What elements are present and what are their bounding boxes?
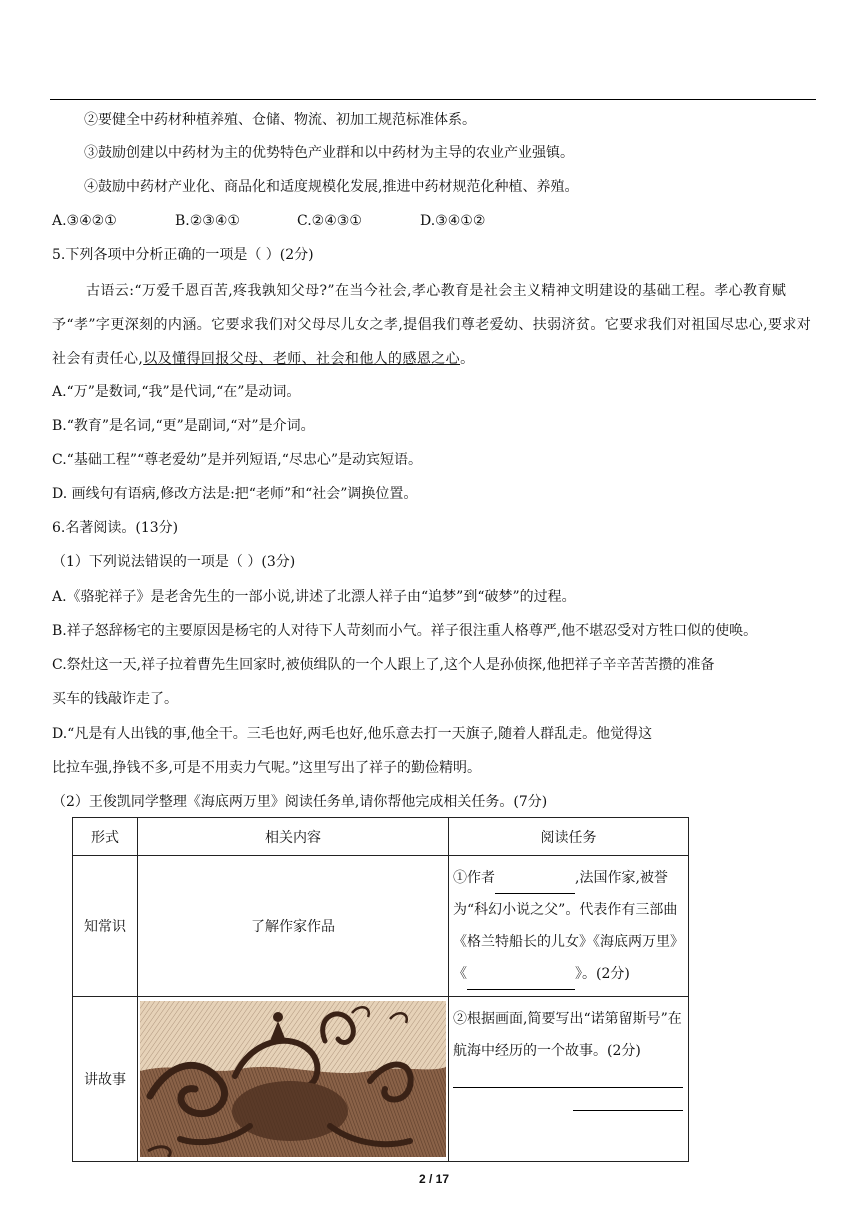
table-header-row [73,818,689,856]
choice-b: B.②③④① [175,213,240,229]
question-6-sub2: （2）王俊凯同学整理《海底两万里》阅读任务单,请你帮他完成相关任务。(7分) [52,794,548,810]
question-6-option-c-line2: 买车的钱敲诈走了。 [52,691,178,707]
row1-task-c: 》。(2分) [575,966,630,982]
row2-form: 讲故事 [73,997,138,1162]
row1-task-b: ,法国作家,被誉为“科幻小说之父”。代表作有三部曲《格兰特船长的儿女》《海底两万里》《 [453,870,684,982]
row2-task-text: ②根据画面,简要写出“诺第留斯号”在航海中经历的一个故事。(2分) [453,1011,682,1059]
octopus-attack-illustration [140,1001,446,1157]
row2-illustration-cell [138,997,449,1162]
question-6-option-c-line1: C.祭灶这一天,祥子拉着曹先生回家时,被侦缉队的一个人跟上了,这个人是孙侦探,他把祥子辛辛苦苦攒的准备 [52,657,715,673]
page-number: 2 / 17 [418,1172,450,1186]
table-row [73,856,689,997]
row1-form: 知常识 [73,856,138,997]
question-5-option-b: B.“教育”是名词,“更”是副词,“对”是介词。 [52,418,315,434]
choice-a: A.③④②① [52,213,117,229]
trilogy-title-blank[interactable] [467,971,575,990]
row1-content: 了解作家作品 [138,856,449,997]
question-6-option-d-line1: D.“凡是有人出钱的事,他全干。三毛也好,两毛也好,他乐意去打一天旗子,随着人群乱走。他觉得这 [52,726,653,742]
underlined-sentence: 以及懂得回报父母、老师、社会和他人的感恩之心 [143,351,461,367]
row1-task-a: ①作者 [453,870,495,886]
choice-c: C.②④③① [297,213,362,229]
choice-d: D.③④①② [420,213,486,229]
author-blank[interactable] [495,875,575,894]
option-item-3: ③鼓励创建以中药材为主的优势特色产业群和以中药材为主导的农业产业强镇。 [84,145,574,161]
header-task: 阅读任务 [449,818,689,856]
row1-task [449,856,689,997]
option-item-2: ②要健全中药材种植养殖、仓储、物流、初加工规范标准体系。 [84,112,476,128]
question-5-passage [52,274,818,376]
question-5-option-c: C.“基础工程”“尊老爱幼”是并列短语,“尽忠心”是动宾短语。 [52,452,423,468]
question-6-option-b: B.祥子怒辞杨宅的主要原因是杨宅的人对待下人苛刻而小气。祥子很注重人格尊严,他不堪忍受对方牲口似的使唤。 [52,623,758,639]
question-5-stem: 5.下列各项中分析正确的一项是（ ）(2分) [52,247,314,263]
answer-line-2[interactable] [573,1110,683,1111]
option-item-4: ④鼓励中药材产业化、商品化和适度规模化发展,推进中药材规范化种植、养殖。 [84,179,579,195]
row2-task [449,997,689,1162]
header-rule [50,99,816,100]
answer-line-1[interactable] [453,1087,683,1088]
passage-text: 古语云:“万爱千恩百苦,疼我孰知父母?”在当今社会,孝心教育是社会主义精神文明建设的基础工程。孝心教育赋予“孝”字更深刻的内涵。它要求我们对父母尽儿女之孝,提倡我们尊老爱幼、扶弱济贫。它要求我们对祖国尽忠心,要求对社会有责任心, [52,283,812,367]
reading-task-table [72,817,689,1162]
header-content: 相关内容 [138,818,449,856]
table-row [73,997,689,1162]
passage-end: 。 [460,351,475,367]
question-5-option-d: D. 画线句有语病,修改方法是:把“老师”和“社会”调换位置。 [52,486,418,502]
question-6-option-d-line2: 比拉车强,挣钱不多,可是不用卖力气呢。”这里写出了祥子的勤俭精明。 [52,760,482,776]
question-6-stem: 6.名著阅读。(13分) [52,520,179,536]
header-form: 形式 [73,818,138,856]
question-5-option-a: A.“万”是数词,“我”是代词,“在”是动词。 [52,384,301,400]
question-6-sub1: （1）下列说法错误的一项是（ ）(3分) [52,554,296,570]
question-6-option-a: A.《骆驼祥子》是老舍先生的一部小说,讲述了北漂人祥子由“追梦”到“破梦”的过程。 [52,589,576,605]
